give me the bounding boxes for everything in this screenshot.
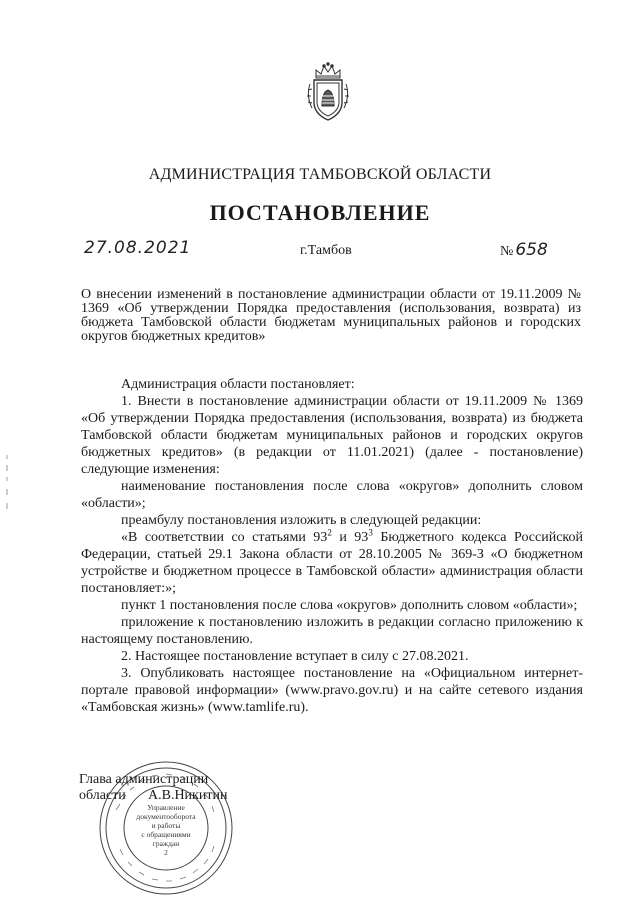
signature-position-line-1: Глава администрации: [79, 772, 209, 787]
number-label: №: [500, 244, 514, 259]
p1c-sup-1: 2: [327, 527, 332, 538]
paragraph-1c: [81, 529, 583, 597]
signatory-name: А.В.Никитин: [148, 788, 228, 803]
paragraph-3: 3. Опубликовать настоящее постановление на «Официальном интернет-портале правовой информации» (www.pravo.gov.ru) и на сайте сетевого издания «Тамбовская жизнь» (www.tamlife.ru).: [81, 666, 583, 715]
organization-name: АДМИНИСТРАЦИЯ ТАМБОВСКОЙ ОБЛАСТИ: [148, 166, 492, 183]
stamp-line-2: документооборота: [136, 812, 196, 821]
paragraph-1b: преамбулу постановления изложить в следующей редакции:: [121, 513, 482, 528]
signature-position-line-2: области: [79, 788, 126, 803]
stamp-line-5: граждан: [152, 839, 180, 848]
paragraph-1e: приложение к постановлению изложить в редакции согласно приложению к настоящему постановлению.: [81, 615, 583, 647]
number-value: 658: [515, 240, 548, 260]
document-body: [81, 376, 583, 716]
p1c-mid: и 93: [331, 530, 369, 545]
paragraph-1a: наименование постановления после слова «округов» дополнить словом «области»;: [81, 479, 583, 511]
document-type: ПОСТАНОВЛЕНИЕ: [209, 200, 431, 225]
paragraph-2: 2. Настоящее постановление вступает в силу с 27.08.2021.: [121, 649, 469, 664]
margin-scan-mark: [4, 455, 10, 515]
p1c-post: Бюджетного кодекса Российской Федерации, статьей 29.1 Закона области от 28.10.2005 № 369-З «О бюджетном устройстве и бюджетном процессе в Тамбовской области» администрация области постановляет:»;: [81, 530, 583, 596]
document-date: 27.08.2021: [84, 238, 192, 258]
document-city: г.Тамбов: [300, 243, 352, 258]
stamp-line-1: Управление: [147, 803, 185, 812]
document-number: [500, 240, 548, 260]
paragraph-1: 1. Внести в постановление администрации области от 19.11.2009 № 1369 «Об утверждении Порядка предоставления (использования, возврата) из бюджета Тамбовской области бюджетам муниципальных районов и городских округов бюджетных кредитов» (в редакции от 11.01.2021) (далее - постановление) следующие изменения:: [81, 394, 583, 477]
p1c-pre: «В соответствии со статьями 93: [121, 530, 328, 545]
paragraph-1d: пункт 1 постановления после слова «округов» дополнить словом «области»;: [121, 598, 578, 613]
stamp-line-6: 2: [164, 848, 168, 857]
stamp-line-4: с обращениями: [141, 830, 191, 839]
p1c-sup-2: 3: [368, 527, 373, 538]
document-title: О внесении изменений в постановление администрации области от 19.11.2009 № 1369 «Об утверждении Порядка предоставления (использования, возврата) из бюджета Тамбовской области бюджетам муниципальных районов и городских округов бюджетных кредитов»: [81, 287, 581, 344]
stamp-line-3: и работы: [151, 821, 181, 830]
intro-paragraph: Администрация области постановляет:: [121, 377, 355, 392]
coat-of-arms-emblem: [302, 62, 354, 124]
